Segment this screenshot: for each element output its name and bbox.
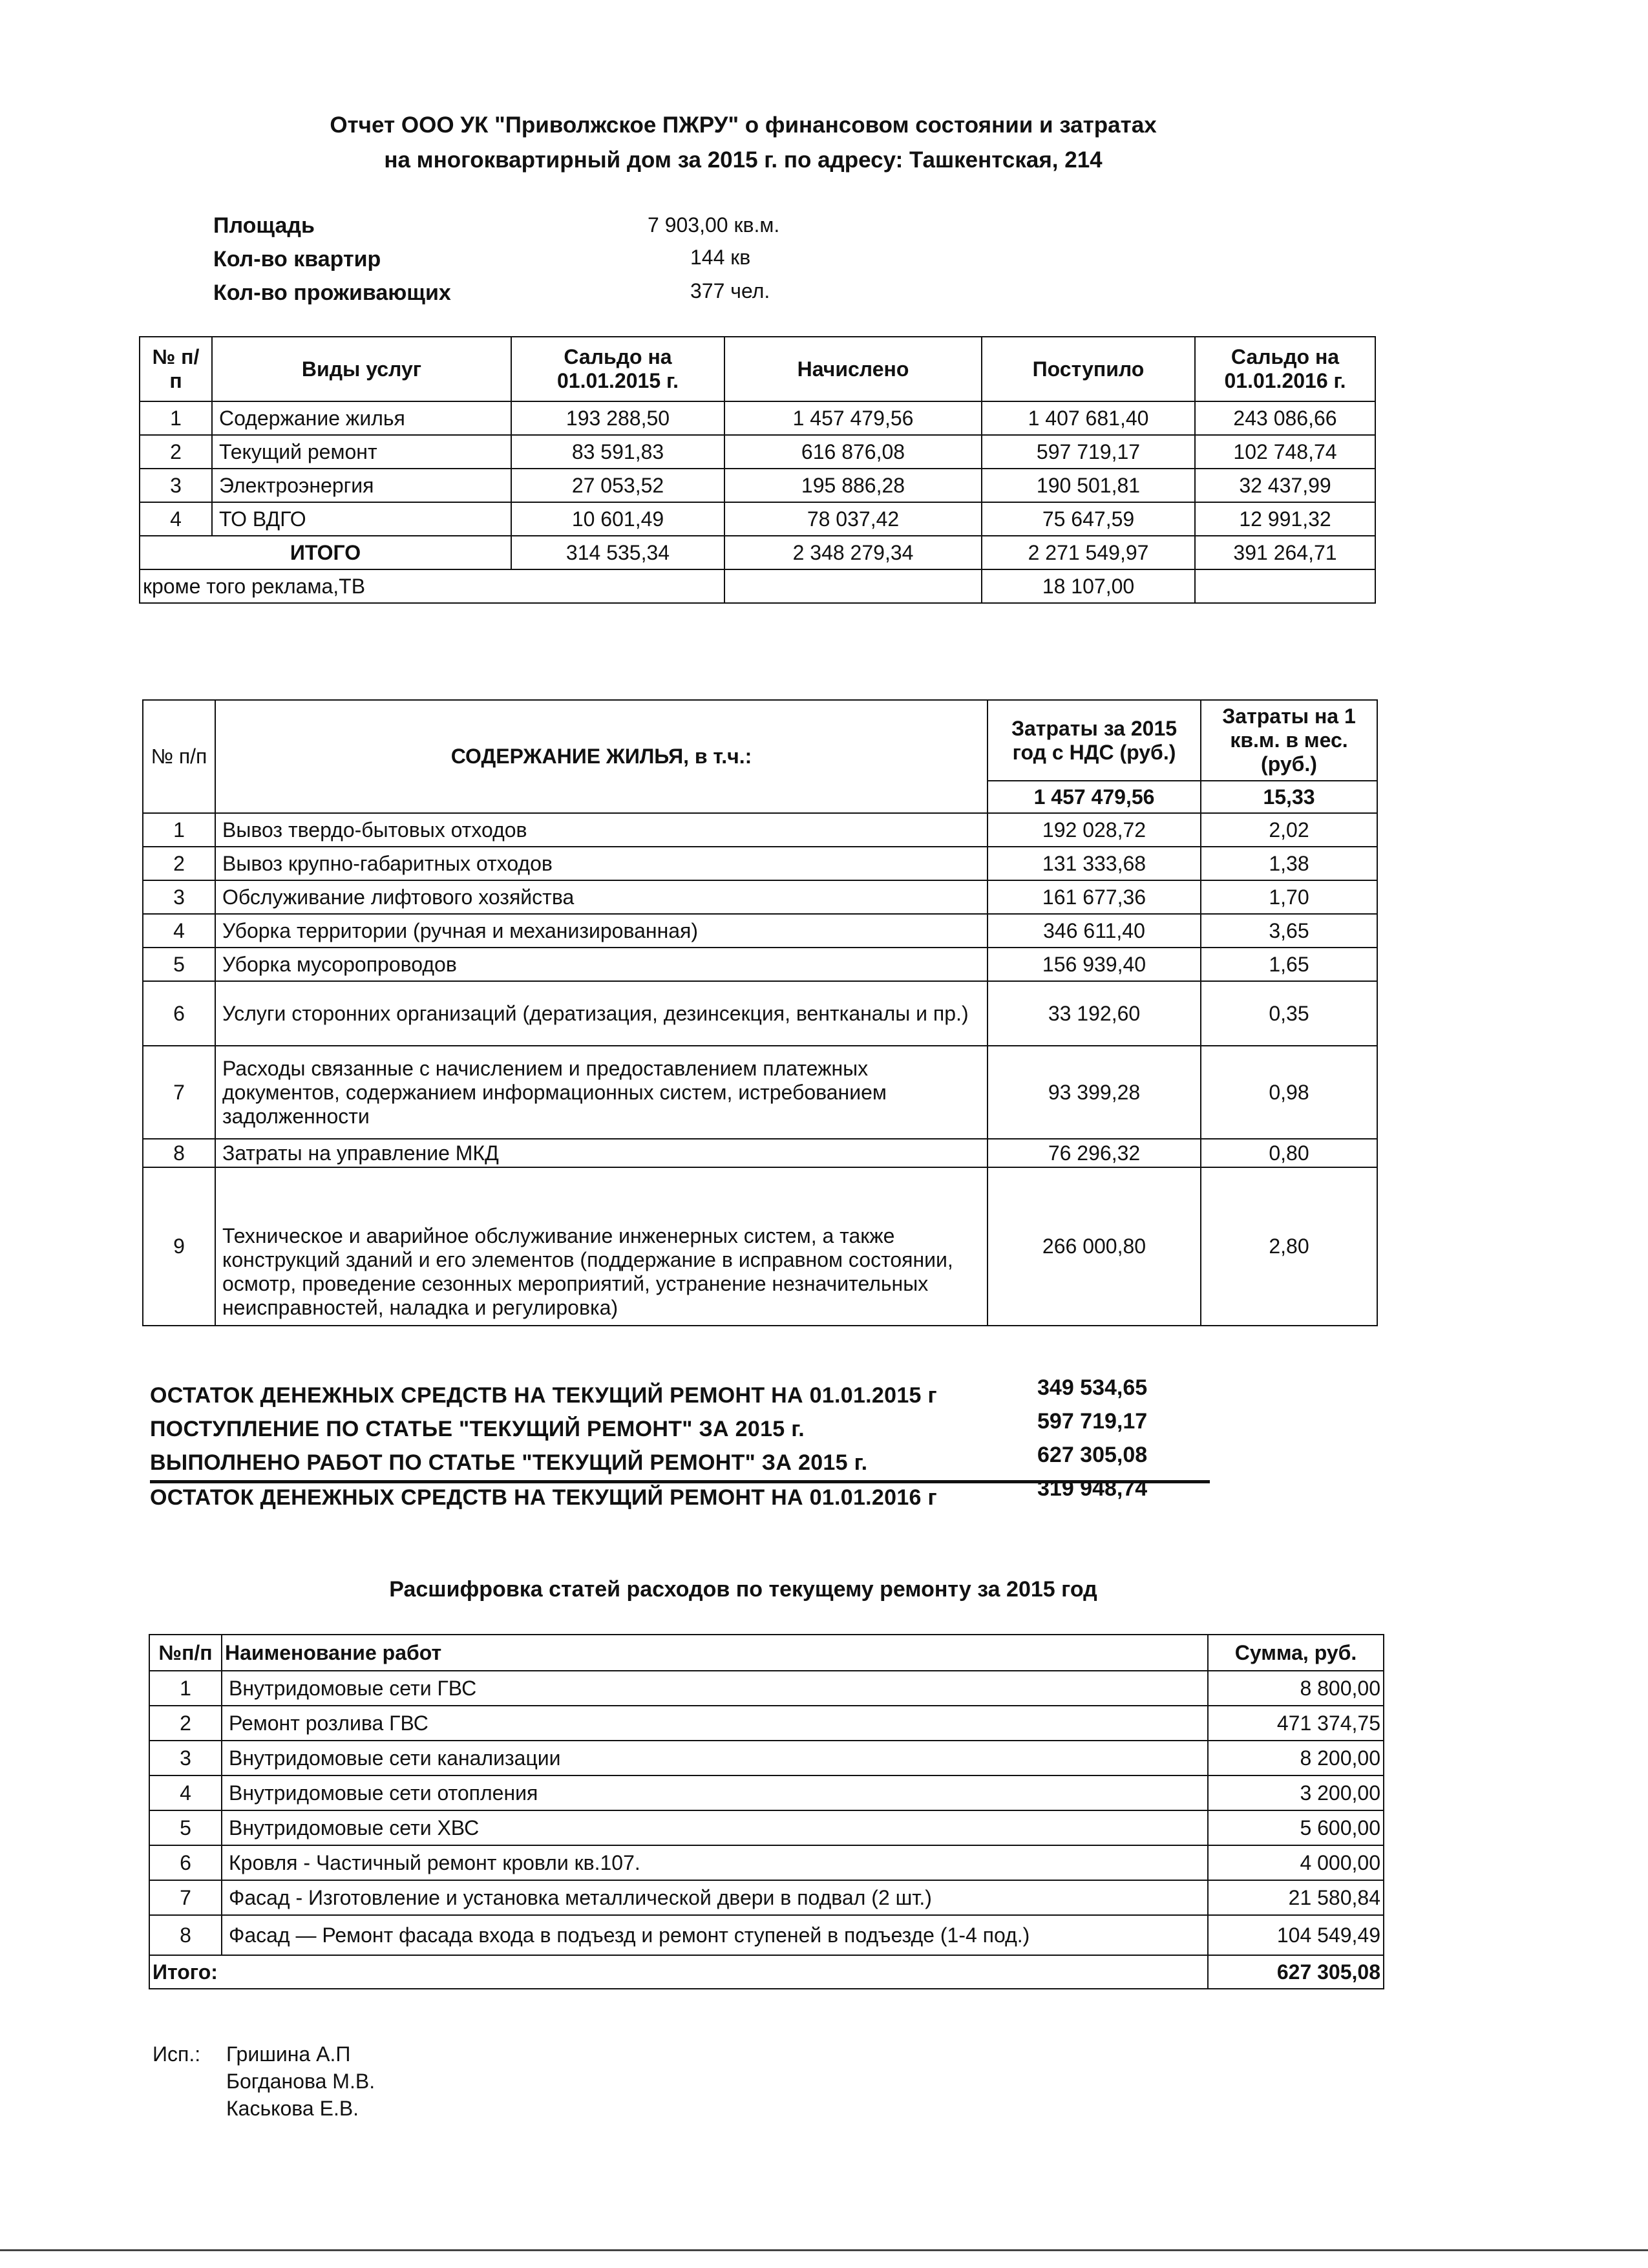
work-name: Ремонт розлива ГВС: [222, 1706, 1208, 1741]
scan-edge-line: [0, 2249, 1648, 2251]
item-name: Обслуживание лифтового хозяйства: [215, 880, 988, 914]
row-num: 8: [149, 1915, 222, 1955]
row-num: 2: [143, 847, 215, 880]
received: 1 407 681,40: [982, 401, 1195, 435]
table-row: [149, 1741, 1384, 1775]
row-num: 7: [143, 1046, 215, 1139]
breakdown-total-label: Итого:: [149, 1955, 1208, 1989]
item-name: Уборка мусоропроводов: [215, 948, 988, 981]
saldo-end: 12 991,32: [1195, 502, 1375, 536]
apartments-value: 144 кв: [690, 246, 751, 269]
extra-empty: [724, 569, 982, 603]
item-name: Техническое и аварийное обслуживание инженерных систем, а также конструкций зданий и его элементов (поддержание в исправном состоянии, осмотр, проведение сезонных мероприятий, устранение незначительных неисправностей, наладка и регулировка): [215, 1167, 988, 1326]
table-row: [143, 1046, 1377, 1139]
breakdown-total-sum: 627 305,08: [1208, 1955, 1384, 1989]
item-cost: 266 000,80: [988, 1167, 1201, 1326]
breakdown-total-row: [149, 1955, 1384, 1989]
item-per-sqm: 3,65: [1201, 914, 1377, 948]
item-cost: 76 296,32: [988, 1139, 1201, 1167]
col-num-header: №п/п: [149, 1635, 222, 1671]
row-num: 3: [143, 880, 215, 914]
table-row: [143, 847, 1377, 880]
services-header-row: [140, 337, 1375, 401]
service-name: Содержание жилья: [212, 401, 511, 435]
table-row: [149, 1880, 1384, 1915]
item-name: Вывоз крупно-габаритных отходов: [215, 847, 988, 880]
work-sum: 8 200,00: [1208, 1741, 1384, 1775]
row-num: 5: [149, 1810, 222, 1845]
executors-label: Исп.:: [153, 2042, 201, 2066]
extra-received: 18 107,00: [982, 569, 1195, 603]
row-num: 1: [140, 401, 212, 435]
item-per-sqm: 1,65: [1201, 948, 1377, 981]
residents-label: Кол-во проживающих: [213, 281, 451, 305]
repair-balance-end-label: ОСТАТОК ДЕНЕЖНЫХ СРЕДСТВ НА ТЕКУЩИЙ РЕМОНТ НА 01.01.2016 г: [150, 1485, 937, 1510]
col-per-sqm-header: Затраты на 1 кв.м. в мес. (руб.): [1201, 700, 1377, 781]
row-num: 9: [143, 1167, 215, 1326]
services-extra-row: [140, 569, 1375, 603]
table-row: [143, 813, 1377, 847]
row-num: 4: [143, 914, 215, 948]
table-row: [149, 1810, 1384, 1845]
table-row: [143, 981, 1377, 1046]
report-title-line-1: Отчет ООО УК "Приволжское ПЖРУ" о финансовом состоянии и затратах: [330, 112, 1157, 138]
repair-balance-start-value: 349 534,65: [1037, 1375, 1148, 1400]
item-cost: 156 939,40: [988, 948, 1201, 981]
col-service-header: Виды услуг: [212, 337, 511, 401]
item-name: Затраты на управление МКД: [215, 1139, 988, 1167]
item-per-sqm: 0,35: [1201, 981, 1377, 1046]
item-per-sqm: 0,98: [1201, 1046, 1377, 1139]
item-name: Вывоз твердо-бытовых отходов: [215, 813, 988, 847]
table-row: [140, 469, 1375, 502]
col-work-header: Наименование работ: [222, 1635, 1208, 1671]
repair-done-value: 627 305,08: [1037, 1443, 1148, 1467]
row-num: 3: [149, 1741, 222, 1775]
row-num: 1: [143, 813, 215, 847]
residents-value: 377 чел.: [690, 279, 770, 302]
breakdown-header-row: [149, 1635, 1384, 1671]
table-row: [149, 1775, 1384, 1810]
table-row: [149, 1845, 1384, 1880]
maintenance-header-row: [143, 700, 1377, 781]
total-charged: 2 348 279,34: [724, 536, 982, 569]
service-name: Текущий ремонт: [212, 435, 511, 469]
row-num: 4: [149, 1775, 222, 1810]
total-cost: 1 457 479,56: [988, 781, 1201, 813]
col-charged-header: Начислено: [724, 337, 982, 401]
table-row: [149, 1671, 1384, 1706]
work-name: Внутридомовые сети отопления: [222, 1775, 1208, 1810]
work-name: Фасад - Изготовление и установка металлической двери в подвал (2 шт.): [222, 1880, 1208, 1915]
table-row: [149, 1706, 1384, 1741]
saldo-start: 10 601,49: [511, 502, 724, 536]
work-name: Внутридомовые сети ГВС: [222, 1671, 1208, 1706]
item-per-sqm: 1,38: [1201, 847, 1377, 880]
item-cost: 192 028,72: [988, 813, 1201, 847]
item-per-sqm: 1,70: [1201, 880, 1377, 914]
row-num: 4: [140, 502, 212, 536]
area-value: 7 903,00 кв.м.: [648, 213, 780, 237]
item-name: Услуги сторонних организаций (дератизация, дезинсекция, вентканалы и пр.): [215, 981, 988, 1046]
work-sum: 8 800,00: [1208, 1671, 1384, 1706]
item-per-sqm: 2,02: [1201, 813, 1377, 847]
total-received: 2 271 549,97: [982, 536, 1195, 569]
saldo-start: 193 288,50: [511, 401, 724, 435]
total-per-sqm: 15,33: [1201, 781, 1377, 813]
row-num: 7: [149, 1880, 222, 1915]
repair-done-label: ВЫПОЛНЕНО РАБОТ ПО СТАТЬЕ "ТЕКУЩИЙ РЕМОНТ" ЗА 2015 г.: [150, 1450, 868, 1475]
row-num: 6: [143, 981, 215, 1046]
work-name: Внутридомовые сети ХВС: [222, 1810, 1208, 1845]
work-sum: 21 580,84: [1208, 1880, 1384, 1915]
table-row: [140, 502, 1375, 536]
received: 75 647,59: [982, 502, 1195, 536]
col-sum-header: Сумма, руб.: [1208, 1635, 1384, 1671]
table-row: [143, 1167, 1377, 1326]
services-total-row: [140, 536, 1375, 569]
total-label: ИТОГО: [140, 536, 511, 569]
breakdown-title: Расшифровка статей расходов по текущему ремонту за 2015 год: [389, 1577, 1097, 1602]
work-sum: 471 374,75: [1208, 1706, 1384, 1741]
service-name: Электроэнергия: [212, 469, 511, 502]
saldo-start: 83 591,83: [511, 435, 724, 469]
total-saldo-end: 391 264,71: [1195, 536, 1375, 569]
received: 190 501,81: [982, 469, 1195, 502]
row-num: 8: [143, 1139, 215, 1167]
total-saldo-start: 314 535,34: [511, 536, 724, 569]
repair-balance-start-label: ОСТАТОК ДЕНЕЖНЫХ СРЕДСТВ НА ТЕКУЩИЙ РЕМОНТ НА 01.01.2015 г: [150, 1383, 937, 1408]
table-row: [143, 880, 1377, 914]
service-name: ТО ВДГО: [212, 502, 511, 536]
table-row: [143, 1139, 1377, 1167]
work-name: Внутридомовые сети канализации: [222, 1741, 1208, 1775]
work-sum: 3 200,00: [1208, 1775, 1384, 1810]
col-num-header: № п/п: [143, 700, 215, 813]
table-row: [149, 1915, 1384, 1955]
item-name: Расходы связанные с начислением и предоставлением платежных документов, содержанием информационных систем, истребованием задолженности: [215, 1046, 988, 1139]
services-table: [139, 336, 1376, 604]
charged: 195 886,28: [724, 469, 982, 502]
table-row: [143, 948, 1377, 981]
repair-breakdown-table: [149, 1634, 1384, 1989]
charged: 78 037,42: [724, 502, 982, 536]
repair-balance-end-value: 319 948,74: [1037, 1476, 1148, 1501]
executor-name: Богданова М.В.: [226, 2070, 375, 2093]
row-num: 2: [149, 1706, 222, 1741]
work-name: Фасад — Ремонт фасада входа в подъезд и ремонт ступеней в подъезде (1-4 под.): [222, 1915, 1208, 1955]
table-row: [140, 401, 1375, 435]
row-num: 3: [140, 469, 212, 502]
col-received-header: Поступило: [982, 337, 1195, 401]
row-num: 6: [149, 1845, 222, 1880]
work-name: Кровля - Частичный ремонт кровли кв.107.: [222, 1845, 1208, 1880]
area-label: Площадь: [213, 213, 315, 238]
saldo-end: 102 748,74: [1195, 435, 1375, 469]
col-saldo-end-header: Сальдо на 01.01.2016 г.: [1195, 337, 1375, 401]
item-per-sqm: 0,80: [1201, 1139, 1377, 1167]
item-name: Уборка территории (ручная и механизированная): [215, 914, 988, 948]
maintenance-table: [142, 699, 1378, 1326]
item-cost: 33 192,60: [988, 981, 1201, 1046]
col-maintenance-header: СОДЕРЖАНИЕ ЖИЛЬЯ, в т.ч.:: [215, 700, 988, 813]
saldo-end: 243 086,66: [1195, 401, 1375, 435]
work-sum: 4 000,00: [1208, 1845, 1384, 1880]
col-saldo-start-header: Сальдо на 01.01.2015 г.: [511, 337, 724, 401]
saldo-start: 27 053,52: [511, 469, 724, 502]
repair-income-label: ПОСТУПЛЕНИЕ ПО СТАТЬЕ "ТЕКУЩИЙ РЕМОНТ" ЗА 2015 г.: [150, 1417, 805, 1441]
item-per-sqm: 2,80: [1201, 1167, 1377, 1326]
item-cost: 346 611,40: [988, 914, 1201, 948]
table-row: [143, 914, 1377, 948]
charged: 616 876,08: [724, 435, 982, 469]
apartments-label: Кол-во квартир: [213, 247, 381, 271]
row-num: 1: [149, 1671, 222, 1706]
report-title-line-2: на многоквартирный дом за 2015 г. по адресу: Ташкентская, 214: [384, 147, 1103, 173]
received: 597 719,17: [982, 435, 1195, 469]
row-num: 2: [140, 435, 212, 469]
col-cost-header: Затраты за 2015 год с НДС (руб.): [988, 700, 1201, 781]
row-num: 5: [143, 948, 215, 981]
item-cost: 93 399,28: [988, 1046, 1201, 1139]
charged: 1 457 479,56: [724, 401, 982, 435]
extra-empty: [1195, 569, 1375, 603]
saldo-end: 32 437,99: [1195, 469, 1375, 502]
work-sum: 5 600,00: [1208, 1810, 1384, 1845]
executor-name: Каськова Е.В.: [226, 2097, 359, 2120]
repair-income-value: 597 719,17: [1037, 1409, 1148, 1434]
col-num-header: № п/п: [140, 337, 212, 401]
table-row: [140, 435, 1375, 469]
item-cost: 161 677,36: [988, 880, 1201, 914]
extra-label: кроме того реклама,ТВ: [140, 569, 724, 603]
work-sum: 104 549,49: [1208, 1915, 1384, 1955]
item-cost: 131 333,68: [988, 847, 1201, 880]
executor-name: Гришина А.П: [226, 2042, 351, 2066]
